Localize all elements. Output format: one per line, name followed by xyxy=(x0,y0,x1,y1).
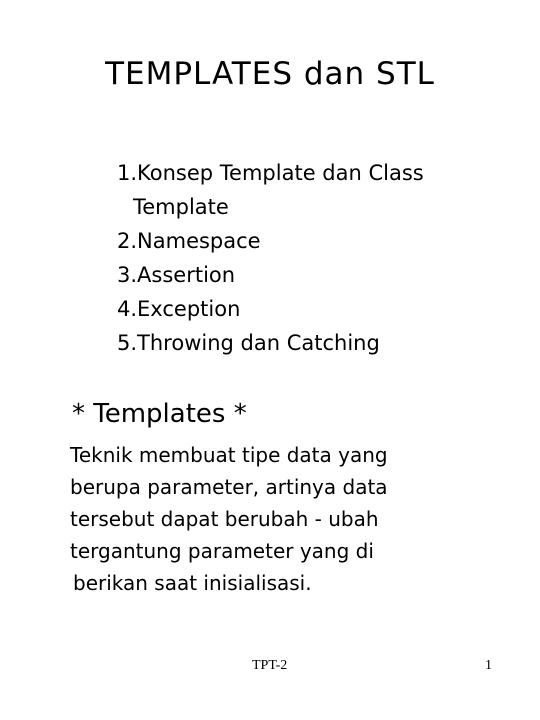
paragraph-line-1: Teknik membuat tipe data yang xyxy=(70,443,388,467)
topic-item-2: 2.Namespace xyxy=(117,229,261,253)
section-heading: * Templates * xyxy=(72,399,247,429)
topic-item-5: 5.Throwing dan Catching xyxy=(117,331,380,355)
topic-list xyxy=(117,156,424,360)
paragraph-line-2: berupa parameter, artinya data xyxy=(70,475,388,499)
page-number: 1 xyxy=(485,658,492,673)
paragraph-line-5: berikan saat inisialisasi. xyxy=(73,571,312,595)
paragraph-line-4: tergantung parameter yang di xyxy=(70,539,374,563)
definition-paragraph xyxy=(70,439,470,599)
topic-item-4: 4.Exception xyxy=(117,297,241,321)
topic-item-1-continuation: Template xyxy=(133,195,229,219)
footer-label: TPT-2 xyxy=(252,658,288,673)
topic-item-1: 1.Konsep Template dan Class xyxy=(117,161,424,185)
topic-item-3: 3.Assertion xyxy=(117,263,236,287)
page-title: TEMPLATES dan STL xyxy=(105,56,435,92)
paragraph-line-3: tersebut dapat berubah - ubah xyxy=(70,507,379,531)
